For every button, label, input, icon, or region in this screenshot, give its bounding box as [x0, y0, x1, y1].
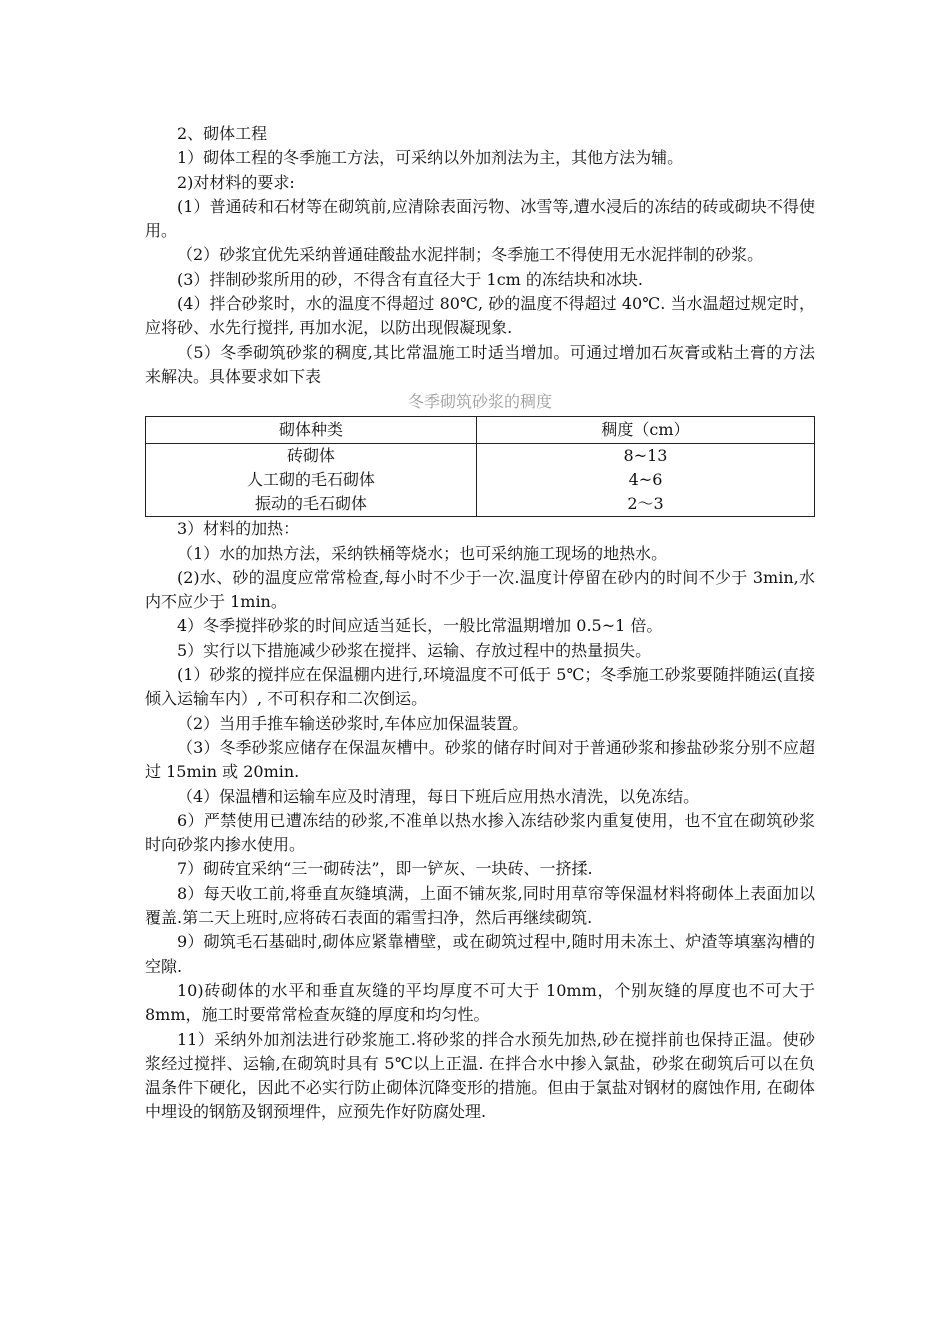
table-header-cell: 稠度（cm） [477, 417, 815, 444]
paragraph: 2)对材料的要求: [177, 172, 295, 192]
paragraph: (1）普通砖和石材等在砌筑前,应清除表面污物、冰雪等,遭水浸后的冻结的砖或砌块不得使用。 [145, 196, 815, 241]
paragraph: （1）水的加热方法，采纳铁桶等烧水；也可采纳施工现场的地热水。 [177, 543, 668, 563]
table-cell: 砖砌体 [146, 444, 477, 469]
table-cell: 2～3 [477, 492, 815, 517]
paragraph: 11）采纳外加剂法进行砂浆施工.将砂浆的拌合水预先加热,砂在搅拌前也保持正温。使砂浆经过搅拌、运输,在砌筑时具有 5℃以上正温. 在拌合水中掺入氯盐，砂浆在砌筑后可以在负温条件下硬化，因此不必实行防止砌体沉降变形的措施。但由于氯盐对钢材的腐蚀作用, 在砌体中埋设的钢筋及钢预埋件，应预先作好防腐处理. [145, 1029, 815, 1122]
paragraph: 5）实行以下措施减少砂浆在搅拌、运输、存放过程中的热量损失。 [177, 640, 652, 660]
table-row [146, 444, 815, 469]
table-caption: 冬季砌筑砂浆的稠度 [407, 392, 552, 412]
paragraph: （2）砂浆宜优先采纳普通硅酸盐水泥拌制；冬季施工不得使用无水泥拌制的砂浆。 [177, 245, 764, 265]
table-header-row [146, 417, 815, 444]
paragraph: (1）砂浆的搅拌应在保温棚内进行,环境温度不可低于 5℃；冬季施工砂浆要随拌随运(直接倾入运输车内）, 不可积存和二次倒运。 [145, 665, 815, 709]
paragraph: (2)水、砂的温度应常常检查,每小时不少于一次.温度计停留在砂内的时间不少于 3min,水内不应少于 1min。 [145, 567, 815, 612]
paragraph: 1）砌体工程的冬季施工方法，可采纳以外加剂法为主，其他方法为辅。 [177, 148, 684, 168]
table-cell: 人工砌的毛石砌体 [146, 468, 477, 492]
paragraph: 4）冬季搅拌砂浆的时间应适当延长，一般比常温期增加 0.5~1 倍。 [177, 616, 663, 636]
section-title: 2、砌体工程 [177, 124, 268, 143]
paragraph: 3）材料的加热： [177, 519, 300, 539]
paragraph: 7）砌砖宜采纳“三一砌砖法”，即一铲灰、一块砖、一挤揉. [177, 859, 593, 879]
paragraph: 9）砌筑毛石基础时,砌体应紧靠槽壁，或在砌筑过程中,随时用未冻土、炉渣等填塞沟槽的空隙. [145, 932, 815, 976]
table-row [146, 468, 815, 492]
paragraph: （3）冬季砂浆应储存在保温灰槽中。砂浆的储存时间对于普通砂浆和掺盐砂浆分别不应超过 15min 或 20min. [145, 737, 815, 782]
paragraph: 10)砖砌体的水平和垂直灰缝的平均厚度不可大于 10mm，个别灰缝的厚度也不可大于 8mm，施工时要常常检查灰缝的厚度和均匀性。 [145, 980, 815, 1025]
paragraph: (3）拌制砂浆所用的砂，不得含有直径大于 1cm 的冻结块和冰块. [177, 269, 643, 289]
table-cell: 4~6 [477, 468, 815, 492]
table-header-cell: 砌体种类 [146, 417, 477, 444]
table-row [146, 492, 815, 517]
document-body [145, 122, 815, 1125]
table-cell: 振动的毛石砌体 [146, 492, 477, 517]
paragraph: （4）保温槽和运输车应及时清理，每日下班后应用热水清洗，以免冻结。 [177, 786, 700, 806]
paragraph: (4）拌合砂浆时，水的温度不得超过 80℃, 砂的温度不得超过 40℃. 当水温超过规定时，应将砂、水先行搅拌, 再加水泥，以防出现假凝现象. [145, 294, 815, 338]
paragraph: （2）当用手推车输送砂浆时,车体应加保温装置。 [177, 713, 529, 733]
paragraph: 8）每天收工前,将垂直灰缝填满，上面不铺灰浆,同时用草帘等保温材料将砌体上表面加以覆盖.第二天上班时,应将砖石表面的霜雪扫净，然后再继续砌筑. [145, 883, 815, 928]
table-cell: 8~13 [477, 444, 815, 469]
mortar-consistency-table [145, 416, 815, 517]
paragraph: 6）严禁使用已遭冻结的砂浆,不准单以热水掺入冻结砂浆内重复使用，也不宜在砌筑砂浆时向砂浆内掺水使用。 [145, 810, 815, 855]
paragraph: （5）冬季砌筑砂浆的稠度,其比常温施工时适当增加。可通过增加石灰膏或粘土膏的方法来解决。具体要求如下表 [145, 342, 815, 386]
